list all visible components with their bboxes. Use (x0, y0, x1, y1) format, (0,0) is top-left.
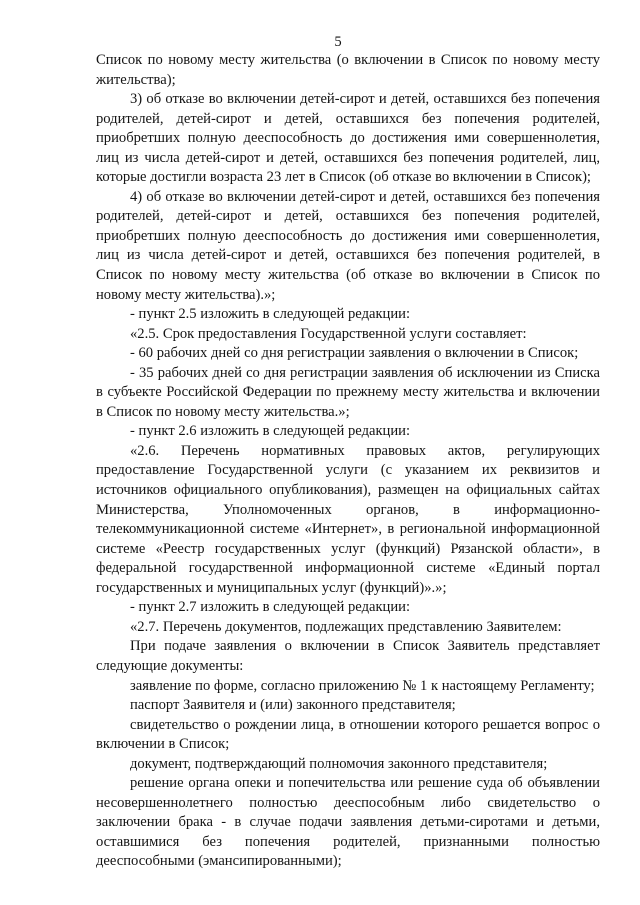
paragraph: - пункт 2.7 изложить в следующей редакции: (130, 599, 411, 616)
paragraph: документ, подтверждающий полномочия законного представителя; (130, 755, 548, 772)
paragraph: - пункт 2.5 изложить в следующей редакции: (130, 306, 411, 323)
paragraph: 3) об отказе во включении детей-сирот и детей, оставшихся без попечения родителей, детей-сирот и детей, оставшихся без попечения родителей, приобретших полную дееспособность до достижения ими совершеннолетия, лиц из числа детей-сирот и детей, оставшихся без попечения родителей, лиц, которые достигли возраста 23 лет в Список (об отказе во включении в Список); (96, 91, 600, 186)
paragraph: 4) об отказе во включении детей-сирот и детей, оставшихся без попечения родителей, детей-сирот и детей, оставшихся без попечения родителей, приобретших полную дееспособность до достижения ими совершеннолетия, лиц из числа детей-сирот и детей, оставшихся без попечения родителей, в Список по новому месту жительства (об отказе во включении в Список по новому месту жительства).»; (96, 188, 600, 303)
paragraph: При подаче заявления о включении в Список Заявитель представляет следующие документы: (96, 638, 600, 674)
paragraph: Список по новому месту жительства (о включении в Список по новому месту жительства); (96, 52, 600, 88)
paragraph: «2.7. Перечень документов, подлежащих представлению Заявителем: (130, 618, 562, 635)
document-body (96, 51, 600, 872)
page-number: 5 (334, 34, 342, 50)
paragraph: «2.5. Срок предоставления Государственной услуги составляет: (130, 325, 527, 342)
paragraph: - 35 рабочих дней со дня регистрации заявления об исключении из Списка в субъекте Российской Федерации по прежнему месту жительства и включении в Список по новому месту жительства.»; (96, 364, 600, 420)
paragraph: решение органа опеки и попечительства или решение суда об объявлении несовершеннолетнего полностью дееспособным либо свидетельство о заключении брака - в случае подачи заявления детьми-сиротами и детьми, оставшимися без попечения родителей, признанными полностью дееспособными (эмансипированными); (96, 775, 600, 870)
paragraph: заявление по форме, согласно приложению № 1 к настоящему Регламенту; (130, 677, 595, 694)
paragraph: свидетельство о рождении лица, в отношении которого решается вопрос о включении в Список; (96, 716, 600, 753)
paragraph: - пункт 2.6 изложить в следующей редакции: (130, 423, 411, 440)
paragraph: паспорт Заявителя и (или) законного представителя; (130, 697, 456, 714)
paragraph: - 60 рабочих дней со дня регистрации заявления о включении в Список; (130, 345, 579, 362)
paragraph: «2.6. Перечень нормативных правовых актов, регулирующих предоставление Государственной услуги (с указанием их реквизитов и источников официального опубликования), размещен на официальных сайтах Министерства, Уполномоченных органов, в информационно-телекоммуникационной системе «Интернет», в региональной информационной системе «Реестр государственных услуг (функций) Рязанской области», в федеральной государственной информационной системе «Единый портал государственных и муниципальных услуг (функций)».»; (96, 442, 600, 596)
